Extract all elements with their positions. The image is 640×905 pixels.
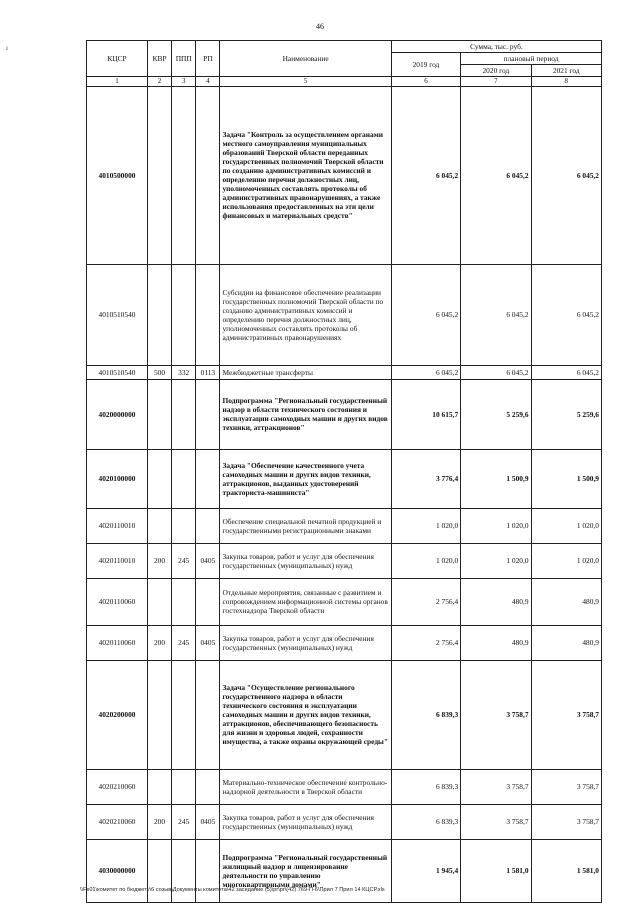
cell-rp: 0405: [196, 543, 220, 578]
cell-ppp: [172, 769, 196, 804]
column-number: 5: [220, 77, 391, 87]
cell-kvr: [147, 86, 171, 264]
cell-rp: [196, 449, 220, 508]
cell-2019: 6 045,2: [391, 264, 460, 365]
cell-2019: 2 756,4: [391, 625, 460, 660]
cell-2019: 6 839,3: [391, 769, 460, 804]
header-kvr: КВР: [147, 41, 171, 77]
cell-rp: [196, 578, 220, 625]
cell-kcsr: 4010510540: [87, 365, 148, 379]
table-row: [87, 804, 602, 839]
cell-name: Материально-техническое обеспечение контрольно-надзорной деятельности в Тверской области: [220, 769, 391, 804]
cell-2020: 480,9: [461, 625, 531, 660]
cell-kvr: [147, 449, 171, 508]
cell-2019: 6 839,3: [391, 804, 460, 839]
cell-2021: 6 045,2: [531, 365, 601, 379]
header-year-2019: 2019 год: [391, 53, 460, 77]
cell-rp: [196, 769, 220, 804]
cell-rp: [196, 508, 220, 543]
cell-rp: [196, 86, 220, 264]
cell-name: Межбюджетные трансферты: [220, 365, 391, 379]
cell-2020: 3 758,7: [461, 660, 531, 769]
cell-2021: 480,9: [531, 578, 601, 625]
cell-2019: 1 020,0: [391, 543, 460, 578]
cell-kvr: [147, 578, 171, 625]
cell-2021: 5 259,6: [531, 379, 601, 449]
table-row: [87, 625, 602, 660]
cell-2020: 1 500,9: [461, 449, 531, 508]
cell-2019: 3 776,4: [391, 449, 460, 508]
cell-2019: 1 945,4: [391, 839, 460, 902]
header-name: Наименование: [220, 41, 391, 77]
cell-ppp: [172, 449, 196, 508]
cell-name: Отдельные мероприятия, связанные с развитием и сопровождением информационной системы органов гостехнадзора Тверской области: [220, 578, 391, 625]
column-number: 2: [147, 77, 171, 87]
cell-ppp: [172, 508, 196, 543]
table-row: [87, 660, 602, 769]
header-ppp: ППП: [172, 41, 196, 77]
cell-2021: 480,9: [531, 625, 601, 660]
cell-kcsr: 4020110060: [87, 578, 148, 625]
cell-2020: 3 758,7: [461, 804, 531, 839]
cell-2020: 6 045,2: [461, 86, 531, 264]
cell-rp: [196, 379, 220, 449]
cell-2020: 1 581,0: [461, 839, 531, 902]
cell-name: Задача "Контроль за осуществлением органами местного самоуправления муниципальных образований Тверской области переданных государственных полномочий Тверской области по созданию административных комиссий и определению перечня должностных лиц, уполномоченных составлять протоколы об административных правонарушениях, а также использования предоставленных на эти цели финансовых и материальных средств": [220, 86, 391, 264]
table-row: [87, 264, 602, 365]
table-row: [87, 379, 602, 449]
table-row: [87, 578, 602, 625]
cell-2020: 3 758,7: [461, 769, 531, 804]
column-number: 3: [172, 77, 196, 87]
cell-2020: 480,9: [461, 578, 531, 625]
cell-rp: 0405: [196, 625, 220, 660]
cell-rp: 0113: [196, 365, 220, 379]
table-row: [87, 449, 602, 508]
column-number: 8: [531, 77, 601, 87]
cell-2019: 1 020,0: [391, 508, 460, 543]
column-number: 4: [196, 77, 220, 87]
header-kcsr: КЦСР: [87, 41, 148, 77]
cell-2021: 6 045,2: [531, 264, 601, 365]
cell-2019: 6 045,2: [391, 86, 460, 264]
cell-kcsr: 4020210060: [87, 804, 148, 839]
budget-table: [86, 40, 602, 903]
cell-2019: 6 045,2: [391, 365, 460, 379]
column-number: 1: [87, 77, 148, 87]
cell-rp: 0405: [196, 804, 220, 839]
cell-rp: [196, 264, 220, 365]
cell-ppp: 245: [172, 625, 196, 660]
cell-2021: 3 758,7: [531, 804, 601, 839]
cell-kcsr: 4010500000: [87, 86, 148, 264]
cell-ppp: [172, 578, 196, 625]
cell-2020: 1 020,0: [461, 508, 531, 543]
cell-ppp: 245: [172, 804, 196, 839]
cell-2021: 3 758,7: [531, 660, 601, 769]
cell-kvr: 500: [147, 365, 171, 379]
cell-kvr: [147, 660, 171, 769]
cell-2019: 2 756,4: [391, 578, 460, 625]
cell-kcsr: 4020000000: [87, 379, 148, 449]
cell-2021: 6 045,2: [531, 86, 601, 264]
cell-kcsr: 4020100000: [87, 449, 148, 508]
header-plan-period: плановый период: [461, 53, 602, 65]
cell-2021: 1 020,0: [531, 543, 601, 578]
cell-kcsr: 4030000000: [87, 839, 148, 902]
footer-file-path: \\Fs01\комитет по бюджету\6 созыв\Документы комитета\42 заседание (5)\pr\pr\(42) 769-П-6\Прил 7 Прил 14 КЦСР.xls: [80, 887, 385, 893]
page-number: 46: [316, 22, 324, 31]
cell-2021: 1 581,0: [531, 839, 601, 902]
cell-kcsr: 4020200000: [87, 660, 148, 769]
column-number: 7: [461, 77, 531, 87]
cell-2020: 1 020,0: [461, 543, 531, 578]
cell-2021: 1 500,9: [531, 449, 601, 508]
cell-kvr: 200: [147, 625, 171, 660]
header-year-2020: 2020 год: [461, 65, 531, 77]
header-sum: Сумма, тыс. руб.: [391, 41, 601, 53]
cell-name: Обеспечение специальной печатной продукцией и государственными регистрационными знаками: [220, 508, 391, 543]
cell-ppp: [172, 379, 196, 449]
cell-kvr: [147, 264, 171, 365]
cell-2020: 6 045,2: [461, 365, 531, 379]
cell-2020: 5 259,6: [461, 379, 531, 449]
cell-ppp: [172, 86, 196, 264]
cell-kvr: 200: [147, 543, 171, 578]
table-row: [87, 543, 602, 578]
cell-2021: 3 758,7: [531, 769, 601, 804]
cell-kcsr: 4020110010: [87, 543, 148, 578]
cell-kcsr: 4020110010: [87, 508, 148, 543]
column-numbers-row: [87, 77, 602, 87]
cell-ppp: 332: [172, 365, 196, 379]
cell-kvr: 200: [147, 804, 171, 839]
cell-kcsr: 4020210060: [87, 769, 148, 804]
cell-rp: [196, 660, 220, 769]
cell-kvr: [147, 379, 171, 449]
cell-name: Подпрограмма "Региональный государственный надзор в области технического состояния и эксплуатации самоходных машин и других видов техники, аттракционов": [220, 379, 391, 449]
cell-name: Закупка товаров, работ и услуг для обеспечения государственных (муниципальных) нужд: [220, 625, 391, 660]
cell-2019: 6 839,3: [391, 660, 460, 769]
cell-ppp: 245: [172, 543, 196, 578]
cell-2021: 1 020,0: [531, 508, 601, 543]
table-row: [87, 86, 602, 264]
cell-2020: 6 045,2: [461, 264, 531, 365]
cell-name: Субсидии на финансовое обеспечение реализации государственных полномочий Тверской области по созданию административных комиссий и определению перечня должностных лиц, уполномоченных составлять протоколы об административных правонарушениях: [220, 264, 391, 365]
cell-ppp: [172, 660, 196, 769]
cell-kcsr: 4020110060: [87, 625, 148, 660]
cell-ppp: [172, 264, 196, 365]
header-year-2021: 2021 год: [531, 65, 601, 77]
table-row: [87, 769, 602, 804]
margin-mark: ı: [6, 44, 8, 52]
cell-kvr: [147, 769, 171, 804]
table-row: [87, 365, 602, 379]
table-row: [87, 508, 602, 543]
cell-name: Задача "Осуществление регионального государственного надзора в области технического состояния и эксплуатации самоходных машин и других видов техники, аттракционов, обеспечивающего безопасность для жизни и здоровья людей, сохранности имущества, а также охраны окружающей среды": [220, 660, 391, 769]
column-number: 6: [391, 77, 460, 87]
cell-2019: 10 615,7: [391, 379, 460, 449]
cell-name: Подпрограмма "Региональный государственный жилищный надзор и лицензирование деятельности по управлению многоквартирными домами": [220, 839, 391, 902]
cell-kvr: [147, 508, 171, 543]
cell-name: Закупка товаров, работ и услуг для обеспечения государственных (муниципальных) нужд: [220, 804, 391, 839]
header-rp: РП: [196, 41, 220, 77]
cell-name: Задача "Обеспечение качественного учета самоходных машин и других видов техники, аттракционов, выданных удостоверений тракториста-машиниста": [220, 449, 391, 508]
cell-name: Закупка товаров, работ и услуг для обеспечения государственных (муниципальных) нужд: [220, 543, 391, 578]
cell-kcsr: 4010510540: [87, 264, 148, 365]
table-body: [87, 86, 602, 902]
